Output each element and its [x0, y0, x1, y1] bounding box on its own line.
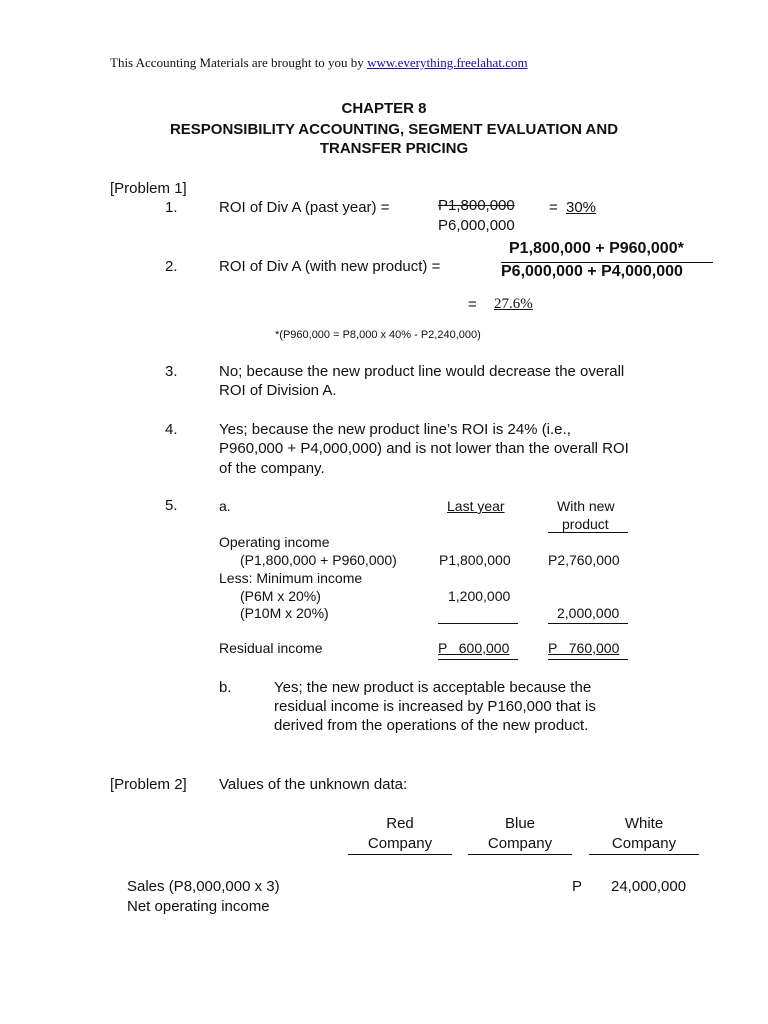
op-income-new: P2,760,000	[548, 552, 620, 568]
sales-value: 24,000,000	[611, 878, 687, 895]
chapter-number: CHAPTER 8	[341, 100, 427, 117]
col-red-line2: Company	[367, 835, 433, 852]
col-blue-line1: Blue	[504, 815, 536, 832]
sub-underline-new	[548, 623, 628, 624]
item3-number: 3.	[165, 363, 178, 380]
item2-denominator: P6,000,000 + P4,000,000	[501, 263, 683, 280]
item1-result: 30%	[566, 199, 597, 216]
item2-result: 27.6%	[494, 296, 533, 312]
item2-text: ROI of Div A (with new product) =	[219, 258, 441, 275]
item1-number: 1.	[165, 199, 178, 216]
item2-equals: =	[468, 296, 477, 313]
sub-underline-last	[438, 623, 518, 624]
item5-b-line1: Yes; the new product is acceptable because the	[274, 679, 592, 696]
sales-label: Sales (P8,000,000 x 3)	[127, 878, 280, 895]
problem2-intro: Values of the unknown data:	[219, 776, 408, 793]
header-prefix: This Accounting Materials are brought to you by	[110, 55, 368, 70]
item2-numerator: P1,800,000 + P960,000*	[509, 240, 684, 257]
p6m-value: 1,200,000	[448, 588, 511, 604]
item2-footnote: *(P960,000 = P8,000 x 40% - P2,240,000)	[275, 329, 481, 341]
col-new-line2: product	[562, 516, 609, 532]
item5-b-line3: derived from the operations of the new product.	[274, 717, 589, 734]
chapter-title-line1: RESPONSIBILITY ACCOUNTING, SEGMENT EVALUATION AND	[169, 121, 619, 138]
col-white-line2: Company	[611, 835, 677, 852]
website-link[interactable]: www.everything.freelahat.com	[367, 55, 528, 70]
item5-number: 5.	[165, 497, 178, 514]
op-income-label: Operating income	[219, 534, 330, 550]
item4-line2: P960,000 + P4,000,000) and is not lower than the overall ROI	[219, 440, 629, 457]
noi-label: Net operating income	[127, 898, 270, 915]
col-red-underline	[348, 854, 452, 855]
residual-last: P 600,000	[438, 640, 510, 656]
chapter-title-line2: TRANSFER PRICING	[319, 140, 469, 157]
col-new-underline	[548, 532, 628, 533]
residual-label: Residual income	[219, 640, 323, 656]
p6m-label: (P6M x 20%)	[240, 588, 321, 604]
col-new-line1: With new	[557, 498, 615, 514]
col-last-year: Last year	[447, 498, 505, 514]
op-income-detail: (P1,800,000 + P960,000)	[240, 552, 397, 568]
double-underline-new	[548, 659, 628, 660]
item4-line3: of the company.	[219, 460, 325, 477]
item2-number: 2.	[165, 258, 178, 275]
item1-denominator: P6,000,000	[438, 217, 515, 234]
item5-b-line2: residual income is increased by P160,000 that is	[274, 698, 596, 715]
item4-line1: Yes; because the new product line’s ROI is 24% (i.e.,	[219, 421, 571, 438]
item3-line1: No; because the new product line would decrease the overall	[219, 363, 625, 380]
item4-number: 4.	[165, 421, 178, 438]
problem2-label: [Problem 2]	[110, 776, 187, 793]
col-blue-line2: Company	[487, 835, 553, 852]
col-white-line1: White	[624, 815, 664, 832]
less-min-label: Less: Minimum income	[219, 570, 363, 586]
p10m-value: 2,000,000	[557, 605, 620, 621]
col-blue-underline	[468, 854, 572, 855]
item3-line2: ROI of Division A.	[219, 382, 337, 399]
item1-equals: =	[549, 199, 558, 216]
col-white-underline	[589, 854, 699, 855]
op-income-last: P1,800,000	[439, 552, 511, 568]
item1-text: ROI of Div A (past year) =	[219, 199, 390, 216]
col-red-line1: Red	[386, 815, 414, 832]
item5-a-label: a.	[219, 498, 231, 514]
item1-numerator: P1,800,000	[438, 197, 515, 214]
problem1-label: [Problem 1]	[110, 180, 187, 197]
sales-currency: P	[572, 878, 583, 895]
p10m-label: (P10M x 20%)	[240, 605, 329, 621]
header-line	[110, 55, 528, 71]
item5-b-label: b.	[219, 679, 232, 696]
residual-new: P 760,000	[548, 640, 620, 656]
double-underline-last	[438, 659, 518, 660]
